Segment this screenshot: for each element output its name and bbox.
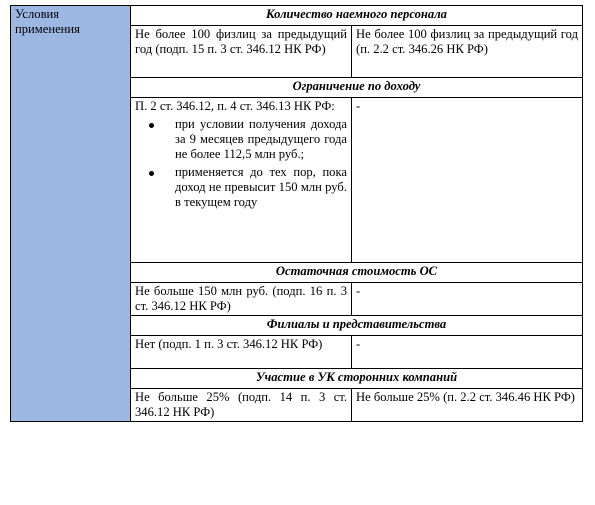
section-heading-row (11, 6, 583, 26)
left-cell: Не больше 25% (подп. 14 п. 3 ст. 346.12 НК РФ) (131, 389, 352, 422)
bullet-text: при условии получения дохода за 9 месяцев предыдущего года не более 112,5 млн руб.; (175, 117, 347, 161)
right-cell: - (352, 336, 583, 369)
left-cell: Не более 100 физлиц за предыдущий год (подп. 15 п. 3 ст. 346.12 НК РФ) (131, 26, 352, 78)
section-heading-text: Участие в УК сторонних компаний (255, 370, 458, 384)
document-table-wrapper (10, 5, 583, 422)
right-cell: - (352, 98, 583, 263)
section-heading-text: Количество наемного персонала (266, 7, 447, 21)
left-cell: Нет (подп. 1 п. 3 ст. 346.12 НК РФ) (131, 336, 352, 369)
left-cell (131, 98, 352, 263)
bullet-list (135, 117, 347, 210)
bullet-item (173, 117, 347, 162)
bullet-text: применяется до тех пор, пока доход не превысит 150 млн руб. в текущем году (175, 165, 347, 209)
bullet-item (173, 165, 347, 210)
section-heading-text: Ограничение по доходу (292, 79, 421, 93)
right-cell: Не более 100 физлиц за предыдущий год (п. 2.2 ст. 346.26 НК РФ) (352, 26, 583, 78)
right-cell: Не больше 25% (п. 2.2 ст. 346.46 НК РФ) (352, 389, 583, 422)
section-heading (131, 316, 583, 336)
right-cell: - (352, 283, 583, 316)
section-heading (131, 78, 583, 98)
bullet-dot-icon (149, 171, 154, 176)
conditions-table (10, 5, 583, 422)
section-heading-text: Остаточная стоимость ОС (275, 264, 438, 278)
section-heading (131, 6, 583, 26)
section-heading (131, 369, 583, 389)
bullet-dot-icon (149, 123, 154, 128)
section-heading (131, 263, 583, 283)
left-cell-intro: П. 2 ст. 346.12, п. 4 ст. 346.13 НК РФ: (135, 99, 335, 113)
conditions-label-cell (11, 6, 131, 422)
left-cell: Не больше 150 млн руб. (подп. 16 п. 3 ст. 346.12 НК РФ) (131, 283, 352, 316)
section-heading-text: Филиалы и представительства (266, 317, 447, 331)
conditions-label: Условия применения (15, 7, 80, 36)
